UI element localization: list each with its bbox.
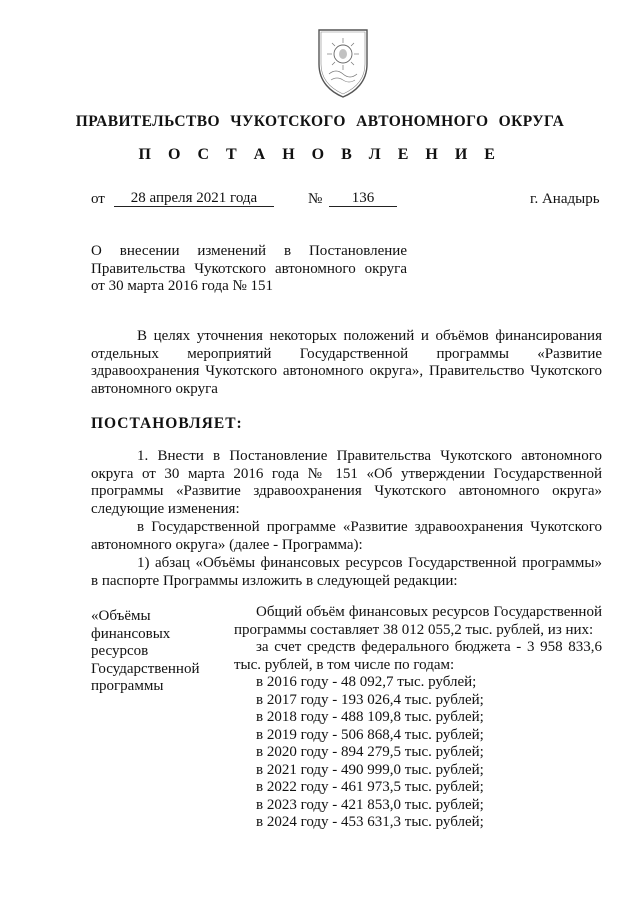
list-item: в 2021 году - 490 999,0 тыс. рублей; xyxy=(256,761,484,778)
subject-line: Правительства Чукотского автономного округа xyxy=(91,260,407,277)
list-item: в 2019 году - 506 868,4 тыс. рублей; xyxy=(256,726,484,743)
list-item: в 2022 году - 461 973,5 тыс. рублей; xyxy=(256,779,484,795)
decree-heading: ПОСТАНОВЛЯЕТ: xyxy=(91,415,243,432)
item-1-paragraph: 1. Внести в Постановление Правительства Чукотского автономного округа от 30 марта 2016 года № 151 «Об утверждении Государственной программы «Развитие здравоохранения Чукотского автономного округа» следующие изменения: xyxy=(91,448,602,517)
document-type-title: П О С Т А Н О В Л Е Н И Е xyxy=(138,146,502,163)
list-item: в 2024 году - 453 631,3 тыс. рублей; xyxy=(256,814,484,830)
preamble-paragraph: В целях уточнения некоторых положений и объёмов финансирования отдельных мероприятий Государственной программы «Развитие здравоохранения Чукотского автономного округа», Правительство Чукотского автономного округа xyxy=(91,328,602,397)
number-prefix: № xyxy=(308,191,323,207)
government-name: ПРАВИТЕЛЬСТВО ЧУКОТСКОГО АВТОНОМНОГО ОКРУГА xyxy=(75,113,565,130)
item-1-subparagraph: в Государственной программе «Развитие здравоохранения Чукотского автономного округа» (далее - Программа): xyxy=(91,519,602,553)
document-place: г. Анадырь xyxy=(530,191,600,207)
subject-line: от 30 марта 2016 года № 151 xyxy=(91,278,274,294)
list-item: в 2017 году - 193 026,4 тыс. рублей; xyxy=(256,691,484,708)
label-line: программы xyxy=(91,678,164,694)
label-line: ресурсов xyxy=(91,643,149,659)
total-funding-text: Общий объём финансовых ресурсов Государственной программы составляет 38 012 055,2 тыс. рублей, из них: xyxy=(234,604,602,638)
label-line: «Объёмы xyxy=(91,608,151,624)
passport-section-label xyxy=(91,608,216,696)
subject-line: О внесении изменений в Постановление xyxy=(91,243,407,259)
list-item: в 2018 году - 488 109,8 тыс. рублей; xyxy=(256,709,484,725)
yearly-funding-list xyxy=(234,674,602,832)
item-1-1-paragraph: 1) абзац «Объёмы финансовых ресурсов Государственной программы» в паспорте Программы изложить в следующей редакции: xyxy=(91,555,602,589)
document-date: 28 апреля 2021 года xyxy=(114,191,274,207)
coat-of-arms-icon xyxy=(311,24,375,100)
label-line: Государственной xyxy=(91,660,200,677)
document-subject xyxy=(91,243,407,296)
date-prefix: от xyxy=(91,191,105,207)
list-item: в 2016 году - 48 092,7 тыс. рублей; xyxy=(256,674,477,690)
list-item: в 2023 году - 421 853,0 тыс. рублей; xyxy=(256,796,484,813)
federal-funding-text: за счет средств федерального бюджета - 3 958 833,6 тыс. рублей, в том числе по годам: xyxy=(234,639,602,673)
label-line: финансовых xyxy=(91,625,171,642)
passport-section-content xyxy=(234,604,602,832)
document-number: 136 xyxy=(329,191,397,207)
list-item: в 2020 году - 894 279,5 тыс. рублей; xyxy=(256,744,484,760)
